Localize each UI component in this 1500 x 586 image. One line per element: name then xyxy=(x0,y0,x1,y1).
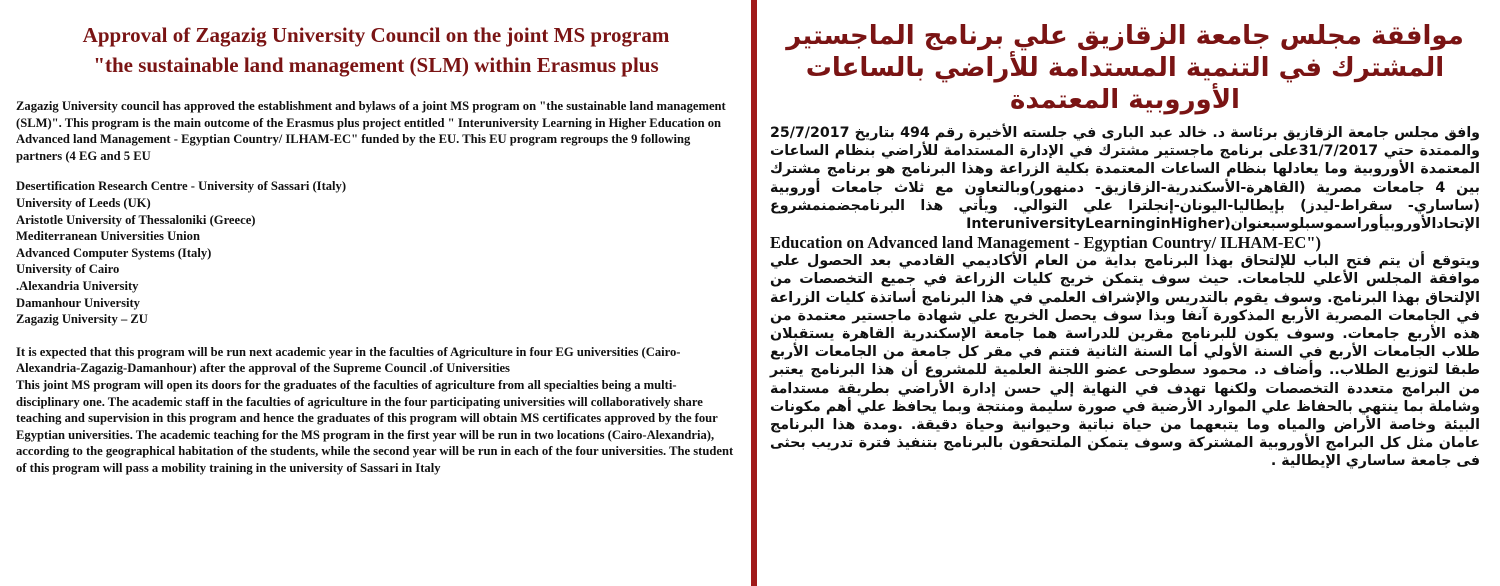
partner-item: Aristotle University of Thessaloniki (Greece) xyxy=(16,212,256,227)
arabic-column xyxy=(770,20,1480,471)
english-title-line2: "the sustainable land management (SLM) within Erasmus plus xyxy=(93,53,659,77)
english-title xyxy=(16,20,736,80)
partner-item: Advanced Computer Systems (Italy) xyxy=(16,245,212,260)
english-column xyxy=(16,20,736,476)
partner-item: .Alexandria University xyxy=(16,278,139,293)
english-title-line1: Approval of Zagazig University Council on the joint MS program xyxy=(82,23,670,47)
arabic-paragraph-2: ويتوقع أن يتم فتح الباب للإلتحاق بهذا البرنامج بداية من العام الأكاديمي القادمي بعد الحصول علي موافقة المجلس الأعلي للجامعات. حيث سوف يتمكن خريج كليات الزراعة في جميع التخصصات من الإلتحاق بهذا البرنامج. وسوف يقوم بالتدريس والإشراف العلمي في هذا البرنامج أساتذة كليات الزراعة في الجامعات المصرية الأربع المذكورة آنفا وبذا سوف يحصل الخريج علي شهادة ماجستير معتمدة من هذه الأربع جامعات. وسوف يكون للبرنامج مقرين للدراسة هما جامعة الإسكندرية القاهرة يستقبلان طلاب الجامعات الأربع في السنة الأولي أما السنة الثانية فتتم في مقر كل جامعة من الجامعات الأربع طبقا لتوزيع الطلاب.. وأضاف د. محمود سطوحى عضو اللجنة العلمية للمشروع أن هذا البرنامج يعتبر من البرامج متعددة التخصصات ولكنها تهدف في النهاية إلي حسن إدارة الأراضي بطريقة مستدامة وشاملة بما ينتهي بالحفاظ علي الموارد الأرضية في صورة سليمة ومنتجة وبما يحافظ علي أهم مكونات البيئة وخاصة الأراض والمياه وما يتبعهما من حياة نباتية وحيوانية وحياة دقيقة. .ومدة هذا البرنامج عامان مثل كل البرامج الأوروبية المشتركة وسوف يتمكن الملتحقون بالبرنامج بتنفيذ فترة تدريب بحثى فى جامعة ساساري الإيطالية . xyxy=(770,253,1480,470)
arabic-paragraph-1 xyxy=(770,124,1480,252)
partner-item: Zagazig University – ZU xyxy=(16,312,148,327)
arabic-paragraph-1-english: Education on Advanced land Management - Egyptian Country/ ILHAM-EC") xyxy=(770,233,1321,253)
english-intro: Zagazig University council has approved the establishment and bylaws of a joint MS program on "the sustainable land management (SLM)". This program is the main outcome of the Erasmus plus project entitled " Interuniversity Learning in Higher Education on Advanced land Management - Egyptian Country/ ILHAM-EC" funded by the EU. This EU program regroups the 9 following partners (4 EG and 5 EU xyxy=(16,99,726,163)
partner-item: Damanhour University xyxy=(16,295,140,310)
partner-item: University of Leeds (UK) xyxy=(16,195,151,210)
partner-list xyxy=(16,178,736,327)
partner-item: University of Cairo xyxy=(16,262,120,277)
partner-item: Desertification Research Centre - University of Sassari (Italy) xyxy=(16,179,347,194)
english-paragraph-3: This joint MS program will open its doors for the graduates of the faculties of agriculture from all specialties being a multi-disciplinary one. The academic staff in the faculties of agriculture in the four participating universities will collaboratively share teaching and supervision in this program and hence the graduates of this program will obtain MS certificates approved by the four Egyptian universities. The academic teaching for the MS program in the first year will be run in two locations (Cairo-Alexandria), according to the geographical habitation of the students, while the second year will be run in each of the four universities. The student of this program will pass a mobility training in the university of Sassari in Italy xyxy=(16,377,734,475)
partner-item: Mediterranean Universities Union xyxy=(16,229,200,244)
arabic-paragraph-1-text: وافق مجلس جامعة الزقازيق برئاسة د. خالد عبد البارى في جلسته الأخيرة رقم 494 بتاريخ 25/7/2017 والممتدة حتي 31/7/2017على برنامج ماجستير مشترك في الإدارة المستدامة للأراضي بنظام الساعات المعتمدة الأوروبية وما يعادلها بنظام الساعات المعتمدة بكلية الزراعة وهذا البرنامج هو برنامج مشترك بين 4 جامعات مصرية (القاهرة-الأسكندرية-الزقازيق- دمنهور)وبالتعاون مع ثلاث جامعات أوروبية (ساساري- سقراط-ليدز) بإيطاليا-اليونان-إنجلترا علي التوالي. ويأتي هذا البرنامجضمنمشروع الإتحادالأوروبيأوراسموسبلوسبعنوان(InteruniversityLearninginHigher xyxy=(770,125,1480,233)
column-divider xyxy=(751,0,757,586)
english-paragraph-2: It is expected that this program will be run next academic year in the faculties of Agriculture in four EG universities (Cairo-Alexandria-Zagazig-Damanhour) after the approval of the Supreme Council .of Universities xyxy=(16,344,681,376)
arabic-title: موافقة مجلس جامعة الزقازيق علي برنامج الماجستير المشترك في التنمية المستدامة للأراضي بالساعات الأوروبية المعتمدة xyxy=(786,21,1464,115)
